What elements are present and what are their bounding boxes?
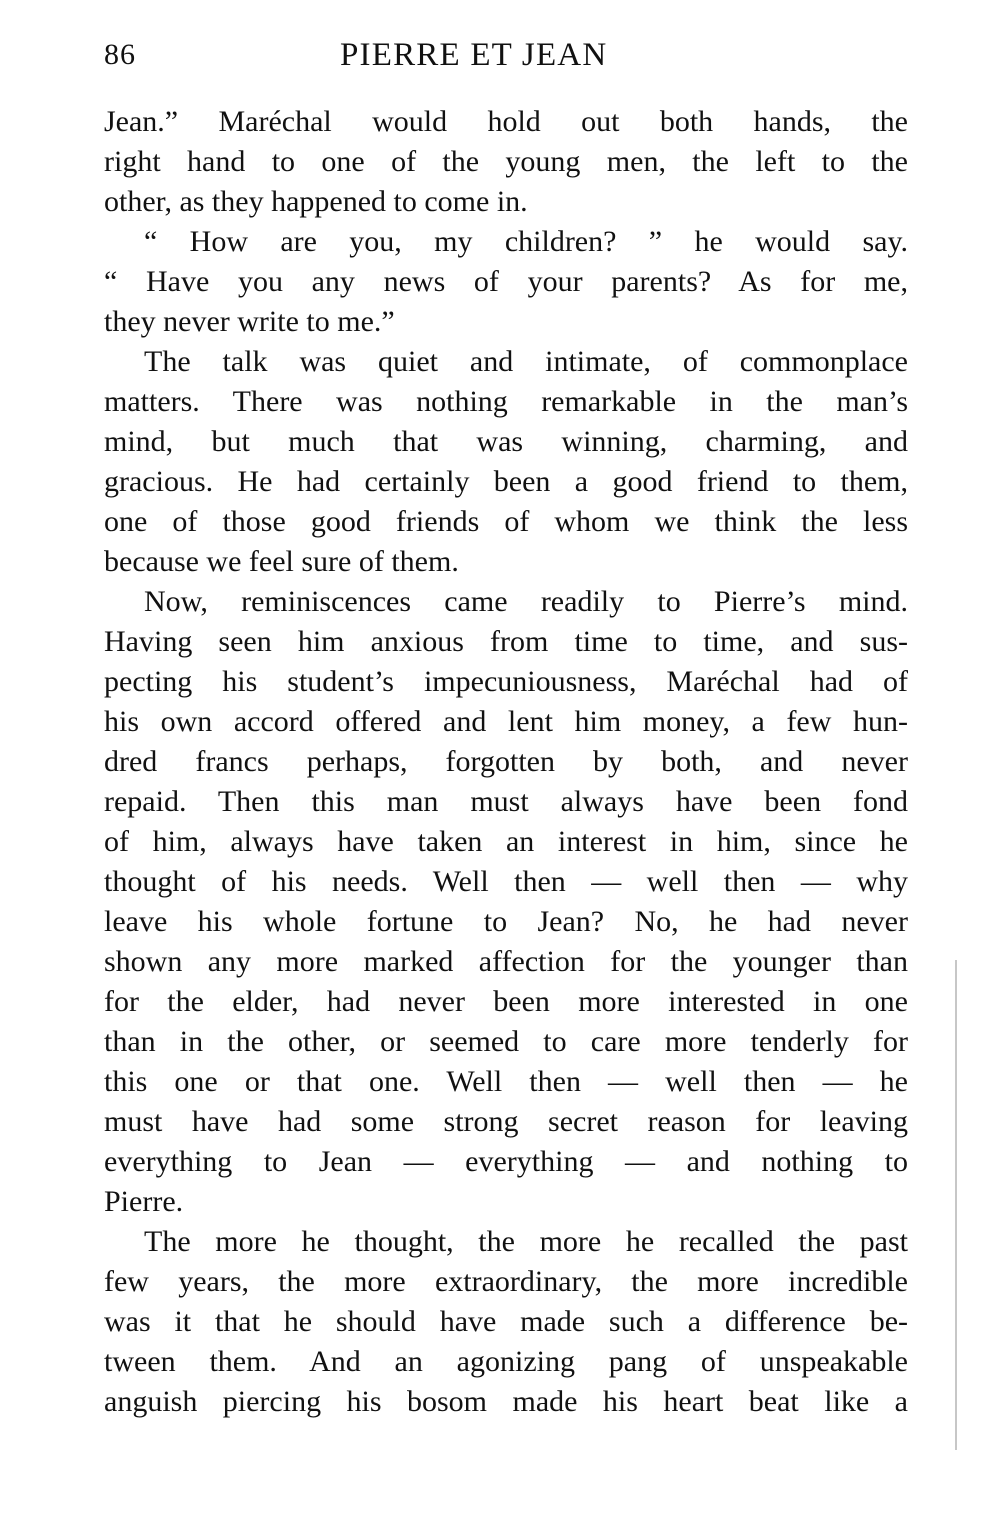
text-line: for the elder, had never been more interested in one xyxy=(104,985,908,1018)
text-line: dred francs perhaps, forgotten by both, and never xyxy=(104,745,908,778)
text-line: anguish piercing his bosom made his heart beat like a xyxy=(104,1385,908,1418)
text-line: right hand to one of the young men, the left to the xyxy=(104,145,908,178)
text-line: because we feel sure of them. xyxy=(104,545,459,578)
text-line: Having seen him anxious from time to time, and sus- xyxy=(104,625,908,658)
text-line: “ How are you, my children? ” he would say. xyxy=(144,225,908,258)
text-line: shown any more marked affection for the younger than xyxy=(104,945,908,978)
text-line: they never write to me.” xyxy=(104,305,395,338)
text-line: tween them. And an agonizing pang of unspeakable xyxy=(104,1345,908,1378)
book-title: PIERRE ET JEAN xyxy=(340,37,608,73)
text-line: The more he thought, the more he recalled the past xyxy=(144,1225,908,1258)
text-line: mind, but much that was winning, charming, and xyxy=(104,425,908,458)
text-line: The talk was quiet and intimate, of commonplace xyxy=(144,345,908,378)
text-line: Pierre. xyxy=(104,1185,184,1218)
page-number: 86 xyxy=(104,38,136,71)
text-line: Jean.” Maréchal would hold out both hands, the xyxy=(104,105,908,138)
text-line: pecting his student’s impecuniousness, Maréchal had of xyxy=(104,665,908,698)
text-line: “ Have you any news of your parents? As for me, xyxy=(104,265,908,298)
text-line: matters. There was nothing remarkable in the man’s xyxy=(104,385,908,418)
text-line: one of those good friends of whom we think the less xyxy=(104,505,908,538)
page-edge-shadow xyxy=(955,960,957,1450)
text-line: everything to Jean — everything — and nothing to xyxy=(104,1145,908,1178)
text-line: other, as they happened to come in. xyxy=(104,185,528,218)
text-line: this one or that one. Well then — well then — he xyxy=(104,1065,908,1098)
text-line: must have had some strong secret reason for leaving xyxy=(104,1105,908,1138)
text-line: of him, always have taken an interest in him, since he xyxy=(104,825,908,858)
text-line: thought of his needs. Well then — well then — why xyxy=(104,865,908,898)
body-text xyxy=(104,102,908,1422)
text-line: gracious. He had certainly been a good friend to them, xyxy=(104,465,908,498)
text-line: leave his whole fortune to Jean? No, he had never xyxy=(104,905,908,938)
text-line: Now, reminiscences came readily to Pierre’s mind. xyxy=(144,585,908,618)
text-line: repaid. Then this man must always have been fond xyxy=(104,785,908,818)
text-line: few years, the more extraordinary, the more incredible xyxy=(104,1265,908,1298)
text-line: was it that he should have made such a difference be- xyxy=(104,1305,908,1338)
text-line: his own accord offered and lent him money, a few hun- xyxy=(104,705,908,738)
running-head xyxy=(104,30,660,80)
text-line: than in the other, or seemed to care more tenderly for xyxy=(104,1025,908,1058)
